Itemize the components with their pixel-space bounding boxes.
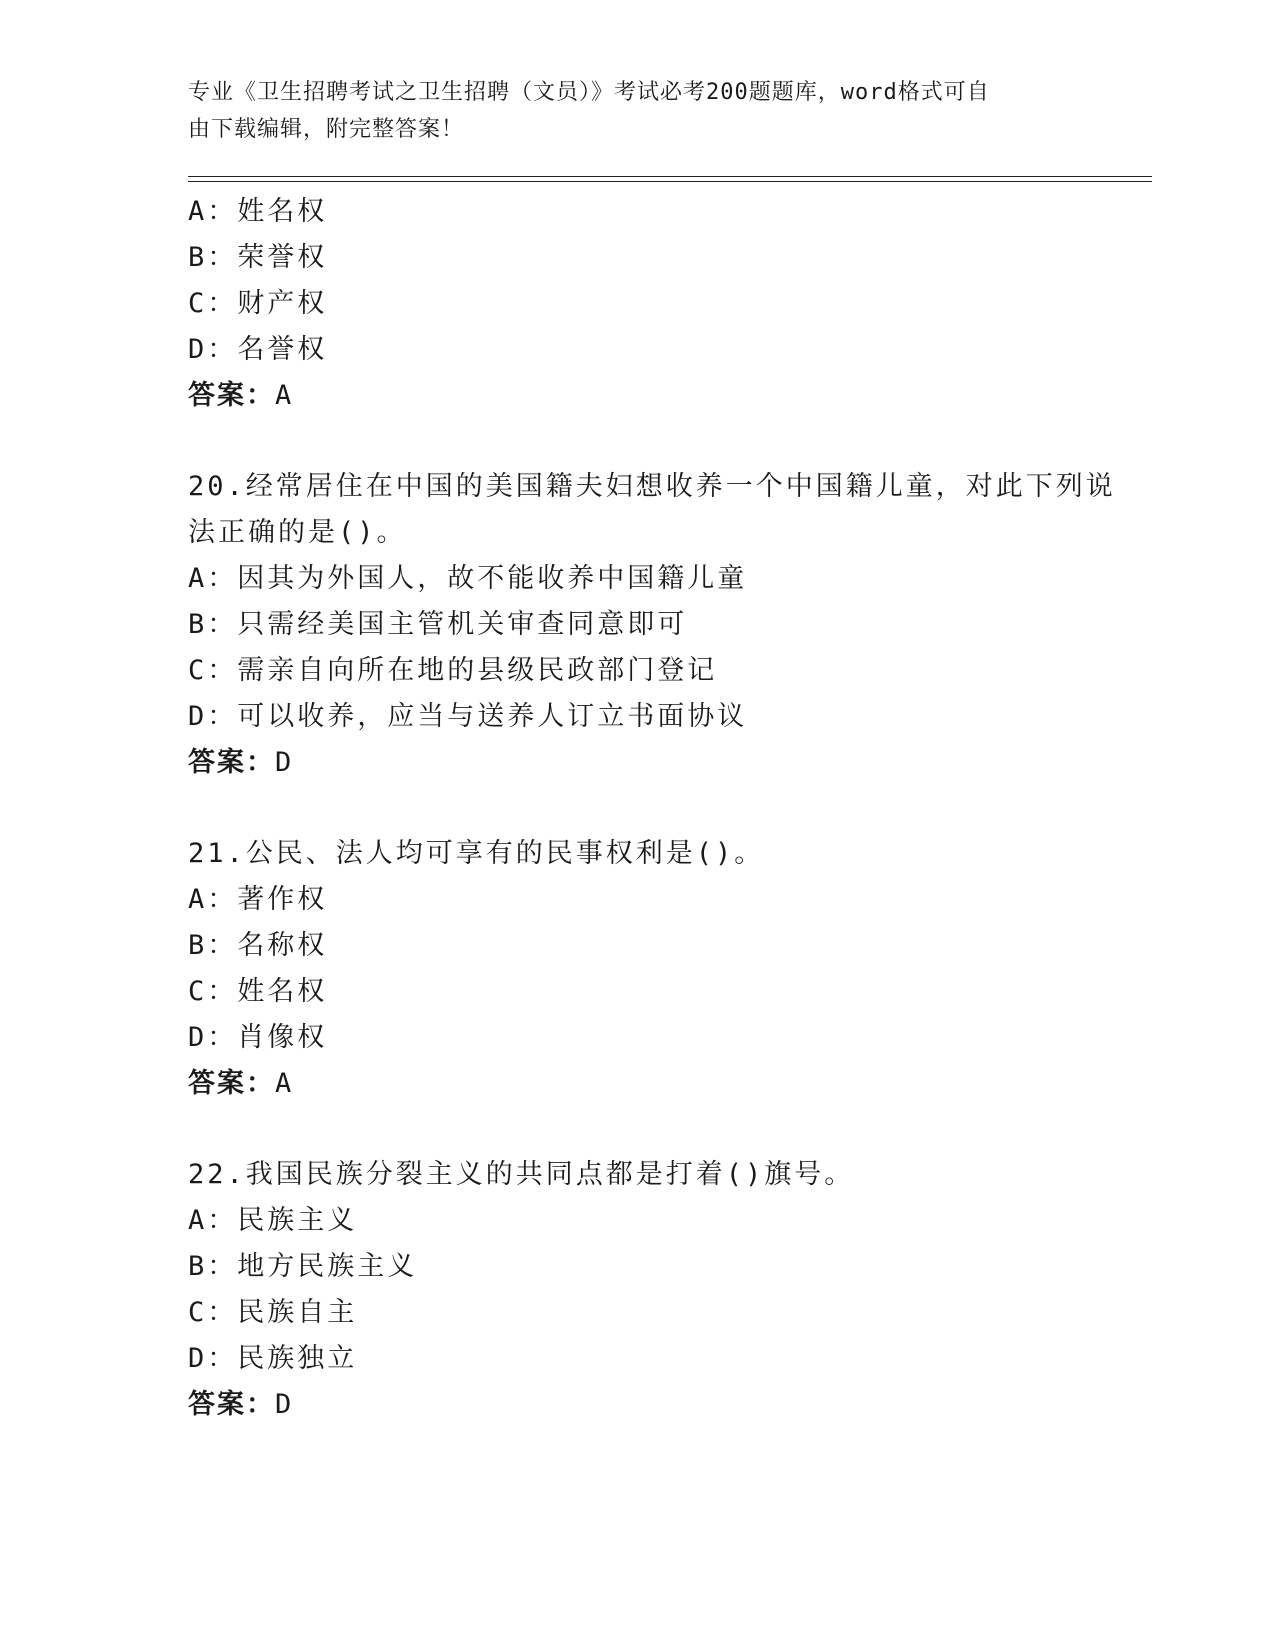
- option-a: [188, 556, 1108, 602]
- option-letter: A：: [188, 1205, 238, 1236]
- option-letter: A：: [188, 884, 238, 915]
- option-text: 民族自主: [237, 1297, 358, 1328]
- option-text: 财产权: [237, 288, 328, 319]
- question-20: [188, 464, 1116, 786]
- option-b: [188, 602, 1108, 648]
- option-letter: D：: [188, 701, 238, 732]
- question-22: [188, 1152, 1108, 1428]
- header-divider-bottom: [188, 181, 1152, 182]
- option-letter: C：: [188, 1297, 238, 1328]
- option-text: 名誉权: [237, 334, 328, 365]
- option-text: 名称权: [237, 930, 328, 961]
- answer-line: [188, 1382, 1108, 1428]
- option-letter: C：: [188, 655, 238, 686]
- question-stem-line-2: 法正确的是()。: [188, 517, 407, 548]
- answer-label: 答案：: [188, 380, 275, 411]
- option-d: [188, 1015, 1108, 1061]
- option-letter: D：: [188, 1343, 238, 1374]
- answer-label: 答案：: [188, 1389, 275, 1420]
- option-letter: C：: [188, 288, 238, 319]
- option-a: [188, 877, 1108, 923]
- question-stem-line-1: 22.我国民族分裂主义的共同点都是打着()旗号。: [188, 1159, 855, 1190]
- option-text: 姓名权: [237, 976, 328, 1007]
- answer-line: [188, 740, 1108, 786]
- option-text: 民族主义: [237, 1205, 358, 1236]
- answer-value: D: [275, 747, 294, 778]
- option-letter: B：: [188, 930, 238, 961]
- option-b: [188, 1244, 1108, 1290]
- question-stem-line-1: 21.公民、法人均可享有的民事权利是()。: [188, 838, 765, 869]
- answer-value: A: [275, 1068, 294, 1099]
- option-text: 荣誉权: [237, 242, 328, 273]
- option-text: 只需经美国主管机关审查同意即可: [237, 609, 688, 640]
- option-d: [188, 694, 1108, 740]
- option-letter: A：: [188, 563, 238, 594]
- option-letter: A：: [188, 196, 238, 227]
- option-text: 因其为外国人，故不能收养中国籍儿童: [237, 563, 748, 594]
- option-letter: C：: [188, 976, 238, 1007]
- document-header: [188, 74, 1088, 148]
- question-21: [188, 831, 1108, 1107]
- question-19-continued: [188, 189, 1108, 419]
- option-text: 地方民族主义: [237, 1251, 418, 1282]
- option-letter: B：: [188, 1251, 238, 1282]
- option-c: [188, 281, 1108, 327]
- option-a: [188, 189, 1108, 235]
- header-line-2: 由下载编辑，附完整答案！: [188, 117, 465, 142]
- header-divider-top: [188, 176, 1152, 177]
- option-c: [188, 648, 1108, 694]
- option-text: 可以收养，应当与送养人订立书面协议: [237, 701, 748, 732]
- answer-label: 答案：: [188, 747, 275, 778]
- option-d: [188, 327, 1108, 373]
- option-letter: B：: [188, 609, 238, 640]
- option-c: [188, 969, 1108, 1015]
- option-d: [188, 1336, 1108, 1382]
- option-b: [188, 235, 1108, 281]
- option-letter: D：: [188, 334, 238, 365]
- answer-line: [188, 373, 1108, 419]
- option-letter: D：: [188, 1022, 238, 1053]
- option-text: 需亲自向所在地的县级民政部门登记: [237, 655, 718, 686]
- option-c: [188, 1290, 1108, 1336]
- option-text: 民族独立: [237, 1343, 358, 1374]
- question-list: [188, 189, 1116, 1428]
- option-a: [188, 1198, 1108, 1244]
- answer-line: [188, 1061, 1108, 1107]
- option-letter: B：: [188, 242, 238, 273]
- option-text: 著作权: [237, 884, 328, 915]
- answer-value: D: [275, 1389, 294, 1420]
- option-text: 姓名权: [237, 196, 328, 227]
- option-text: 肖像权: [237, 1022, 328, 1053]
- question-stem-line-1: 20.经常居住在中国的美国籍夫妇想收养一个中国籍儿童，对此下列说: [188, 471, 1116, 502]
- header-line-1: 专业《卫生招聘考试之卫生招聘（文员）》考试必考200题题库，word格式可自: [188, 80, 990, 105]
- answer-value: A: [275, 380, 294, 411]
- option-b: [188, 923, 1108, 969]
- answer-label: 答案：: [188, 1068, 275, 1099]
